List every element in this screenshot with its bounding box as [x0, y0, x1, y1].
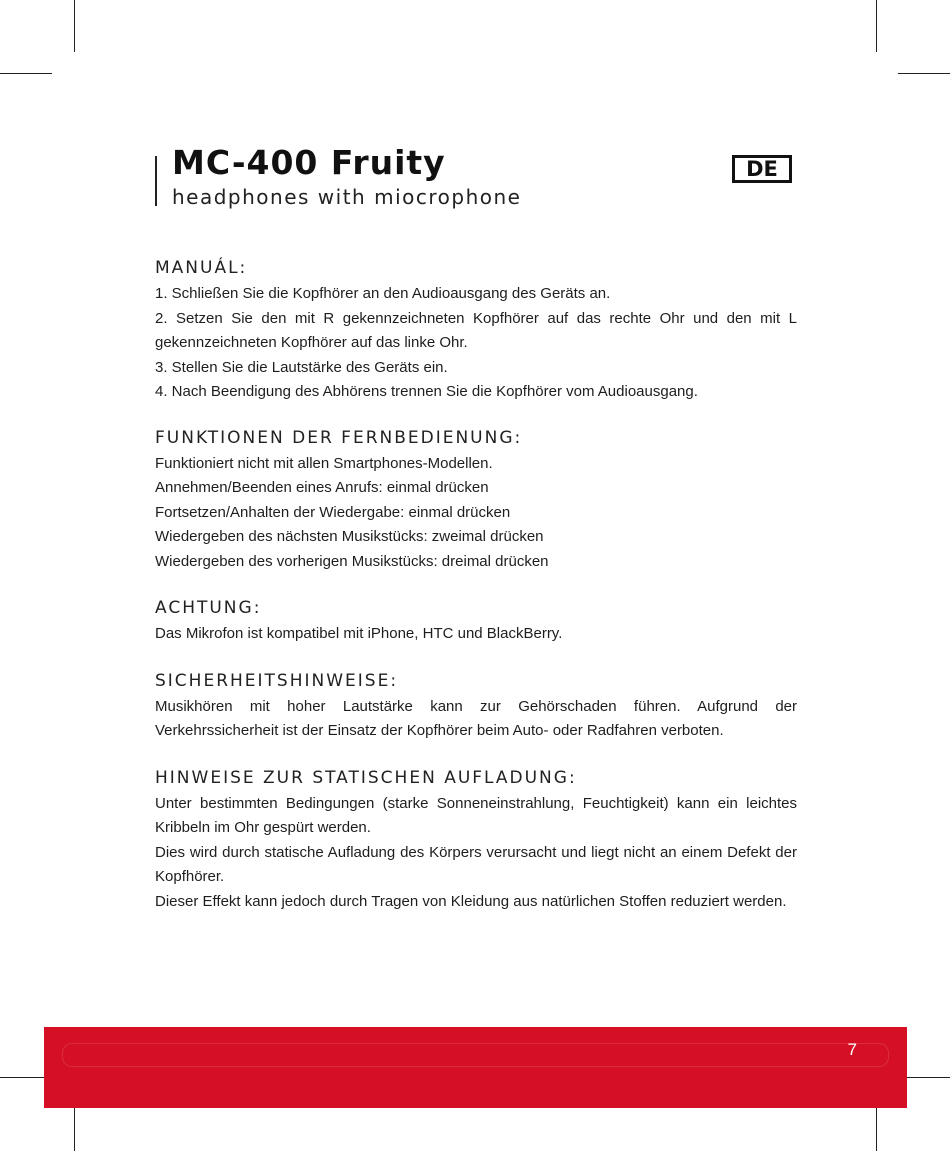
spacer: [155, 574, 797, 594]
crop-mark: [876, 0, 877, 52]
remote-line: Fortsetzen/Anhalten der Wiedergabe: einmal drücken: [155, 503, 511, 521]
section-heading: ACHTUNG:: [155, 598, 262, 618]
title-accent-bar: [155, 156, 157, 206]
spacer: [155, 647, 797, 667]
crop-mark: [898, 73, 950, 74]
crop-mark: [74, 0, 75, 52]
crop-mark: [0, 73, 52, 74]
manual-step: 2. Setzen Sie den mit R gekennzeichneten Kopfhörer auf das rechte Ohr und den mit L gekennzeichneten Kopfhörer auf das linke Ohr.: [155, 309, 797, 351]
section-heading: SICHERHEITSHINWEISE:: [155, 670, 399, 691]
section-safety: [155, 667, 797, 744]
page-number: 7: [847, 1040, 857, 1059]
section-heading: HINWEISE ZUR STATISCHEN AUFLADUNG:: [155, 767, 577, 788]
remote-line: Wiedergeben des vorherigen Musikstücks: dreimal drücken: [155, 552, 549, 570]
remote-line: Annehmen/Beenden eines Anrufs: einmal drücken: [155, 479, 489, 496]
section-attention: [155, 594, 797, 647]
manual-step: 4. Nach Beendigung des Abhörens trennen Sie die Kopfhörer vom Audioausgang.: [155, 383, 698, 400]
section-manual: [155, 254, 797, 405]
spacer: [155, 405, 797, 424]
page-title: MC-400 Fruity: [172, 143, 446, 182]
section-static: [155, 764, 797, 915]
attention-line: Das Mikrofon ist kompatibel mit iPhone, HTC und BlackBerry.: [155, 625, 563, 642]
static-paragraph: Dies wird durch statische Aufladung des Körpers verursacht und liegt nicht an einem Defekt der Kopfhörer.: [155, 843, 797, 885]
manual-step: 3. Stellen Sie die Lautstärke des Geräts ein.: [155, 358, 448, 376]
language-badge: DE: [732, 155, 792, 183]
manual-content: [155, 254, 797, 914]
static-paragraph: Dieser Effekt kann jedoch durch Tragen von Kleidung aus natürlichen Stoffen reduziert werden.: [155, 892, 787, 910]
section-heading: MANUÁL:: [155, 258, 248, 278]
spacer: [155, 744, 797, 764]
footer-band: [44, 1027, 907, 1108]
page-subtitle: headphones with miocrophone: [172, 185, 522, 209]
section-heading: FUNKTIONEN DER FERNBEDIENUNG:: [155, 427, 523, 448]
remote-line: Wiedergeben des nächsten Musikstücks: zweimal drücken: [155, 528, 544, 545]
manual-step: 1. Schließen Sie die Kopfhörer an den Audioausgang des Geräts an.: [155, 285, 611, 302]
section-remote: [155, 424, 797, 575]
footer-inner-outline: [62, 1043, 889, 1067]
remote-line: Funktioniert nicht mit allen Smartphones-Modellen.: [155, 454, 493, 472]
safety-paragraph: Musikhören mit hoher Lautstärke kann zur Gehörschaden führen. Aufgrund der Verkehrssicherheit ist der Einsatz der Kopfhörer beim Auto- oder Radfahren verboten.: [155, 697, 797, 739]
static-paragraph: Unter bestimmten Bedingungen (starke Sonneneinstrahlung, Feuchtigkeit) kann ein leichtes Kribbeln im Ohr gespürt werden.: [155, 794, 797, 836]
